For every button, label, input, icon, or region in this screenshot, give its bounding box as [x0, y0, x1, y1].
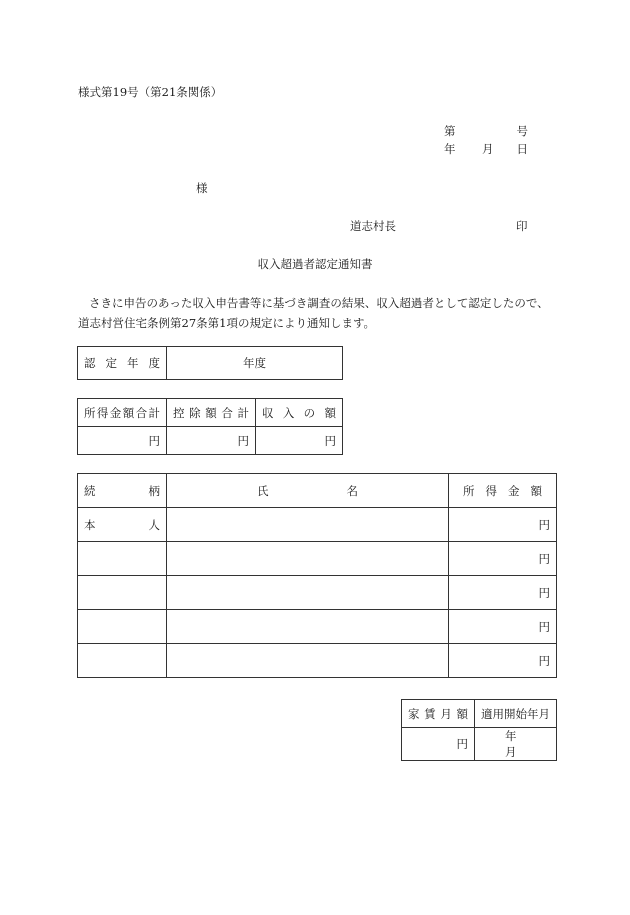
- start-year-unit: 年: [505, 729, 517, 743]
- name-cell: [167, 542, 449, 576]
- table-row: [78, 610, 557, 644]
- form-number: 様式第19号（第21条関係）: [78, 85, 223, 99]
- rent-table: [401, 699, 557, 761]
- seal-mark: 印: [516, 219, 528, 233]
- header-total-income: 所得金額合計: [78, 399, 167, 427]
- table-row: [78, 644, 557, 678]
- income-cell: 円: [449, 610, 557, 644]
- table-row: [78, 474, 557, 508]
- table-row: [78, 576, 557, 610]
- certification-year-label: 認 定 年 度: [78, 347, 167, 380]
- table-row: [78, 347, 343, 380]
- certification-year-table: [77, 346, 343, 380]
- header-start-month: 適用開始年月: [475, 700, 557, 728]
- total-income-value: 円: [78, 427, 167, 455]
- body-text: さきに申告のあった収入申告書等に基づき調査の結果、収入超過者として認定したので、道志村営住宅条例第27条第1項の規定により通知します。: [78, 296, 549, 330]
- start-month-value: [475, 728, 557, 761]
- table-row: [78, 542, 557, 576]
- header-monthly-rent: 家 賃 月 額: [402, 700, 475, 728]
- relation-cell: [78, 576, 167, 610]
- document-title: 収入超過者認定通知書: [257, 257, 373, 271]
- document-number-prefix: 第: [444, 124, 456, 138]
- name-cell: [167, 576, 449, 610]
- name-cell: [167, 508, 449, 542]
- income-cell: 円: [449, 576, 557, 610]
- table-row: [402, 728, 557, 761]
- name-cell: [167, 644, 449, 678]
- total-deduction-value: 円: [167, 427, 256, 455]
- date-day: 日: [516, 142, 528, 156]
- relation-cell: 本 人: [78, 508, 167, 542]
- income-cell: 円: [449, 542, 557, 576]
- table-row: [402, 700, 557, 728]
- relation-cell: [78, 644, 167, 678]
- header-income-amount: 収 入 の 額: [256, 399, 343, 427]
- income-cell: 円: [449, 508, 557, 542]
- date-year: 年: [444, 142, 456, 156]
- table-row: [78, 508, 557, 542]
- certification-year-value: 年度: [167, 347, 343, 380]
- date-month: 月: [482, 142, 494, 156]
- table-row: [78, 399, 343, 427]
- household-table: [77, 473, 557, 678]
- header-total-deduction: 控 除 額 合 計: [167, 399, 256, 427]
- addressee-suffix: 様: [196, 181, 208, 195]
- name-cell: [167, 610, 449, 644]
- header-name: 氏 名: [167, 474, 449, 508]
- issuer-name: 道志村長: [350, 219, 396, 233]
- table-row: [78, 427, 343, 455]
- income-cell: 円: [449, 644, 557, 678]
- header-relation: 続 柄: [78, 474, 167, 508]
- document-number-suffix: 号: [516, 124, 528, 138]
- relation-cell: [78, 610, 167, 644]
- relation-cell: [78, 542, 167, 576]
- income-summary-table: [77, 398, 343, 455]
- monthly-rent-value: 円: [402, 728, 475, 761]
- header-income: 所 得 金 額: [449, 474, 557, 508]
- start-month-unit: 月: [505, 745, 517, 759]
- income-amount-value: 円: [256, 427, 343, 455]
